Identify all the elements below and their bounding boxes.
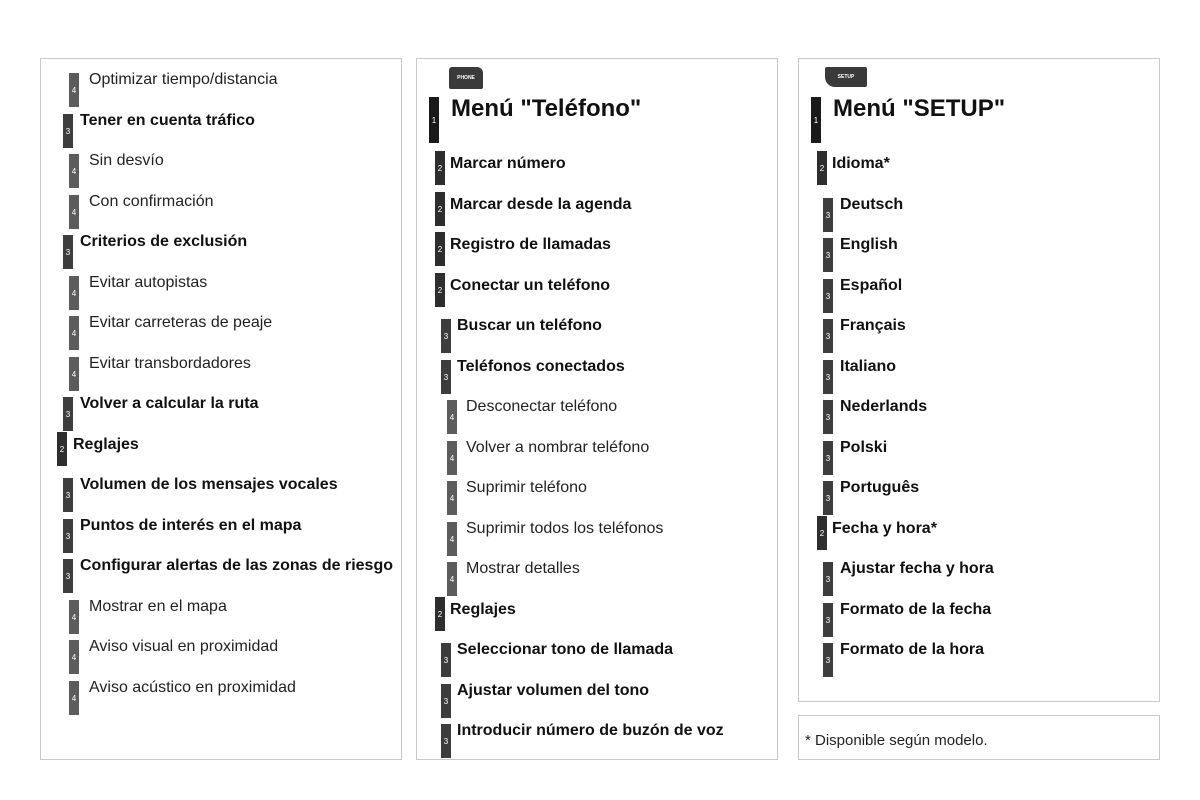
menu-item xyxy=(417,676,777,712)
level-marker: 3 xyxy=(823,441,833,475)
menu-item-label: Suprimir teléfono xyxy=(466,479,587,496)
menu-item xyxy=(41,187,401,223)
menu-item-label: Buscar un teléfono xyxy=(457,317,602,334)
menu-item xyxy=(799,554,1159,590)
menu-item xyxy=(41,592,401,628)
menu-item-label: Conectar un teléfono xyxy=(450,277,611,294)
level-marker: 3 xyxy=(441,684,451,718)
menu-item xyxy=(41,146,401,182)
menu-item-label: Deutsch xyxy=(840,196,904,213)
menu-item-label: Con confirmación xyxy=(89,193,214,210)
menu-item-label: Teléfonos conectados xyxy=(457,358,625,375)
menu-item xyxy=(41,389,401,425)
level-marker: 4 xyxy=(69,154,79,188)
menu-item-label: Reglajes xyxy=(73,436,139,453)
level-marker: 2 xyxy=(435,192,445,226)
menu-item xyxy=(417,716,777,752)
menu-item-label: Suprimir todos los teléfonos xyxy=(466,520,664,537)
setup-tab-icon xyxy=(825,67,867,87)
level-marker: 4 xyxy=(447,481,457,515)
menu-item xyxy=(799,514,1159,550)
setup-menu-panel xyxy=(798,58,1160,702)
menu-item xyxy=(417,595,777,631)
level-marker: 4 xyxy=(69,357,79,391)
level-marker: 3 xyxy=(63,397,73,431)
menu-item xyxy=(799,595,1159,631)
menu-item xyxy=(799,149,1159,185)
level-marker: 3 xyxy=(823,562,833,596)
menu-item xyxy=(41,511,401,547)
menu-item-label: Fecha y hora* xyxy=(832,520,937,537)
menu-item xyxy=(799,271,1159,307)
level-marker: 3 xyxy=(441,360,451,394)
level-marker: 4 xyxy=(69,640,79,674)
level-marker: 3 xyxy=(63,235,73,269)
level-marker: 3 xyxy=(63,519,73,553)
phone-menu-panel xyxy=(416,58,778,760)
level-marker: 2 xyxy=(817,151,827,185)
level-marker: 2 xyxy=(57,432,67,466)
menu-item xyxy=(417,392,777,428)
menu-item-label: Formato de la hora xyxy=(840,641,985,658)
menu-item xyxy=(417,433,777,469)
menu-item xyxy=(417,149,777,185)
menu-item-label: Español xyxy=(840,277,903,294)
menu-item xyxy=(41,268,401,304)
level-marker: 2 xyxy=(435,597,445,631)
menu-item-label: Aviso acústico en proximidad xyxy=(89,679,296,696)
level-marker: 4 xyxy=(447,522,457,556)
level-marker: 1 xyxy=(429,97,439,143)
menu-item xyxy=(799,352,1159,388)
menu-item xyxy=(799,392,1159,428)
menu-item-label: Marcar número xyxy=(450,155,566,172)
menu-item-label: Optimizar tiempo/distancia xyxy=(89,71,278,88)
menu-item xyxy=(41,106,401,142)
menu-item xyxy=(799,190,1159,226)
footnote-text: * Disponible según modelo. xyxy=(805,732,988,749)
level-marker: 4 xyxy=(69,316,79,350)
menu-item-label: Marcar desde la agenda xyxy=(450,196,632,213)
level-marker: 4 xyxy=(447,400,457,434)
menu-item xyxy=(41,308,401,344)
menu-item xyxy=(41,430,401,466)
menu-item xyxy=(41,470,401,506)
navigation-menu-panel xyxy=(40,58,402,760)
menu-item-label: Registro de llamadas xyxy=(450,236,611,253)
menu-item-label: Português xyxy=(840,479,920,496)
level-marker: 4 xyxy=(69,276,79,310)
menu-item-label: Volumen de los mensajes vocales xyxy=(80,476,338,493)
level-marker: 3 xyxy=(63,114,73,148)
menu-item xyxy=(41,632,401,668)
menu-item-label: Nederlands xyxy=(840,398,928,415)
menu-item-label: Criterios de exclusión xyxy=(80,233,248,250)
level-marker: 2 xyxy=(435,273,445,307)
menu-item xyxy=(41,673,401,709)
menu-item xyxy=(417,635,777,671)
menu-item-label: Ajustar fecha y hora xyxy=(840,560,994,577)
menu-item-label: Mostrar en el mapa xyxy=(89,598,227,615)
menu-item xyxy=(417,514,777,550)
setup-tab-label: SETUP xyxy=(837,74,855,80)
menu-item xyxy=(41,65,401,101)
level-marker: 3 xyxy=(63,478,73,512)
level-marker: 3 xyxy=(823,319,833,353)
phone-menu-title: Menú "Teléfono" xyxy=(451,95,642,122)
menu-item-label: Evitar carreteras de peaje xyxy=(89,314,273,331)
menu-item-label: Reglajes xyxy=(450,601,516,618)
level-marker: 4 xyxy=(69,600,79,634)
menu-item xyxy=(799,311,1159,347)
menu-item xyxy=(417,271,777,307)
level-marker: 2 xyxy=(435,232,445,266)
menu-item xyxy=(417,230,777,266)
menu-item-label: Formato de la fecha xyxy=(840,601,992,618)
menu-item-label: Sin desvío xyxy=(89,152,164,169)
level-marker: 3 xyxy=(63,559,73,593)
menu-item xyxy=(417,352,777,388)
menu-item xyxy=(799,230,1159,266)
phone-tab-icon xyxy=(449,67,483,89)
level-marker: 4 xyxy=(69,681,79,715)
menu-item-label: Evitar autopistas xyxy=(89,274,208,291)
menu-item-label: English xyxy=(840,236,898,253)
menu-item-label: Evitar transbordadores xyxy=(89,355,251,372)
menu-item xyxy=(41,349,401,385)
phone-tab-label: PHONE xyxy=(457,75,475,81)
level-marker: 2 xyxy=(435,151,445,185)
level-marker: 3 xyxy=(823,279,833,313)
menu-item-label: Configurar alertas de las zonas de riesgo xyxy=(80,557,393,574)
menu-item-label: Idioma* xyxy=(832,155,890,172)
level-marker: 3 xyxy=(441,319,451,353)
level-marker: 1 xyxy=(811,97,821,143)
level-marker: 4 xyxy=(447,562,457,596)
menu-item xyxy=(41,227,401,263)
menu-item-label: Introducir número de buzón de voz xyxy=(457,722,724,739)
level-marker: 3 xyxy=(441,724,451,758)
menu-item-label: Mostrar detalles xyxy=(466,560,580,577)
menu-item-label: Français xyxy=(840,317,906,334)
menu-item xyxy=(799,433,1159,469)
menu-item-label: Volver a nombrar teléfono xyxy=(466,439,650,456)
menu-item-label: Puntos de interés en el mapa xyxy=(80,517,302,534)
menu-item-label: Volver a calcular la ruta xyxy=(80,395,259,412)
menu-item-label: Italiano xyxy=(840,358,897,375)
level-marker: 3 xyxy=(823,643,833,677)
level-marker: 3 xyxy=(823,481,833,515)
level-marker: 3 xyxy=(823,400,833,434)
level-marker: 3 xyxy=(823,238,833,272)
level-marker: 4 xyxy=(69,195,79,229)
level-marker: 3 xyxy=(823,198,833,232)
level-marker: 3 xyxy=(441,643,451,677)
menu-item-label: Tener en cuenta tráfico xyxy=(80,112,255,129)
level-marker: 4 xyxy=(69,73,79,107)
menu-item-label: Aviso visual en proximidad xyxy=(89,638,279,655)
menu-item-label: Desconectar teléfono xyxy=(466,398,618,415)
level-marker: 2 xyxy=(817,516,827,550)
menu-item xyxy=(799,635,1159,671)
menu-item-label: Polski xyxy=(840,439,888,456)
level-marker: 3 xyxy=(823,360,833,394)
menu-item xyxy=(41,551,401,587)
setup-menu-title: Menú "SETUP" xyxy=(833,95,1006,122)
level-marker: 4 xyxy=(447,441,457,475)
menu-item-label: Seleccionar tono de llamada xyxy=(457,641,674,658)
footnote-box xyxy=(798,715,1160,760)
menu-item xyxy=(417,473,777,509)
level-marker: 3 xyxy=(823,603,833,637)
menu-item xyxy=(417,190,777,226)
menu-item xyxy=(799,473,1159,509)
menu-item xyxy=(417,311,777,347)
menu-item xyxy=(417,554,777,590)
menu-item-label: Ajustar volumen del tono xyxy=(457,682,650,699)
